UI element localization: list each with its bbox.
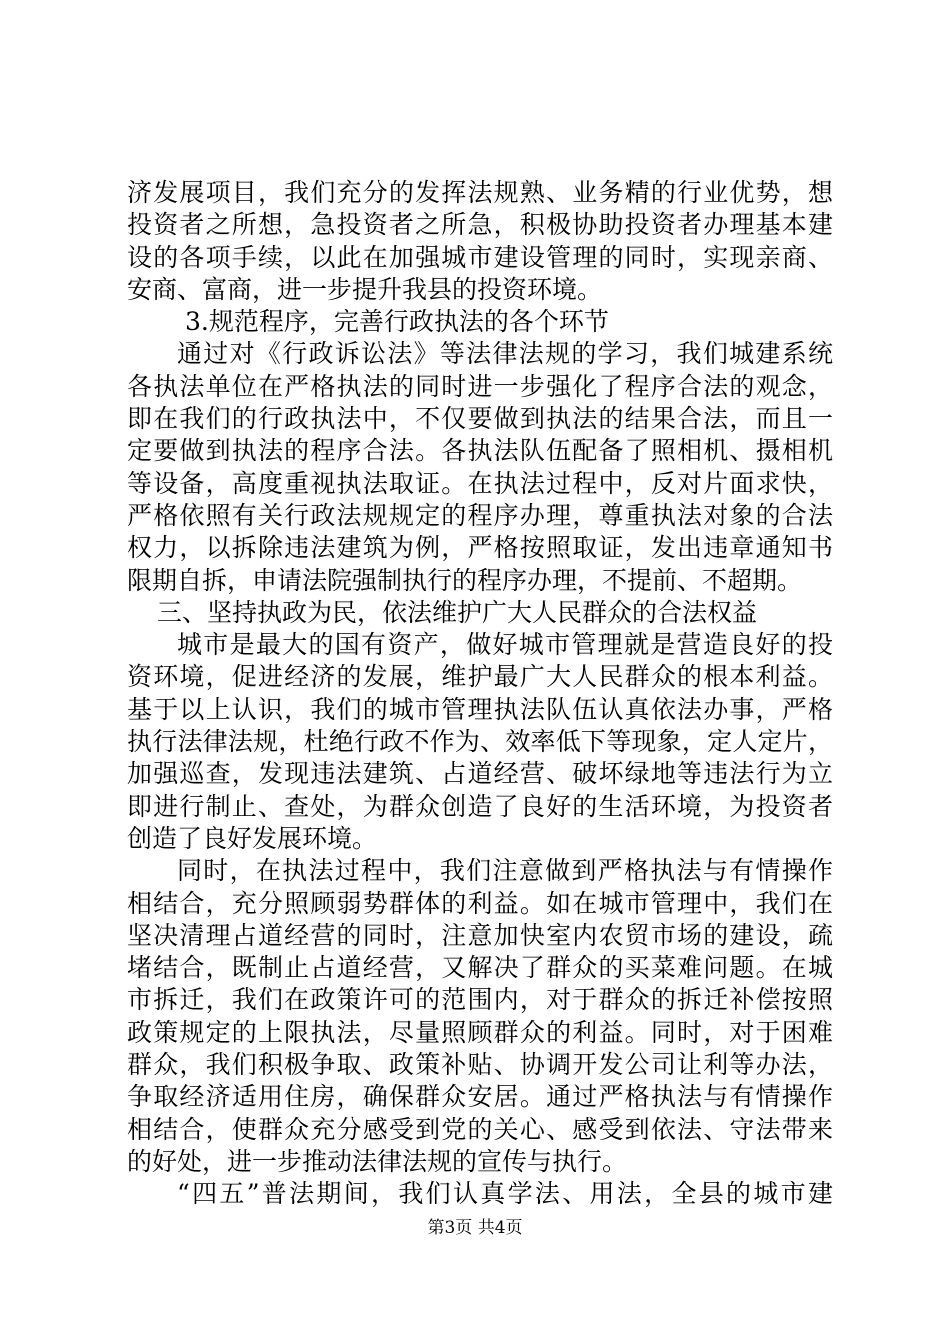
text-line: 设的各项手续，以此在加强城市建设管理的同时，实现亲商、 (127, 242, 833, 272)
text-line: “四五”普法期间，我们认真学法、用法，全县的城市建 (177, 1179, 833, 1209)
text-line: 城市是最大的国有资产，做好城市管理就是营造良好的投 (177, 630, 833, 660)
text-line: 三、坚持执政为民，依法维护广大人民群众的合法权益 (157, 597, 758, 627)
text-line: 加强巡查，发现违法建筑、占道经营、破坏绿地等违法行为立 (127, 759, 833, 789)
text-line: 相结合，充分照顾弱势群体的利益。如在城市管理中，我们在 (127, 888, 833, 918)
text-line: 安商、富商，进一步提升我县的投资环境。 (127, 274, 603, 304)
text-line: 堵结合，既制止占道经营，又解决了群众的买菜难问题。在城 (127, 953, 833, 983)
text-line: 定要做到执法的程序合法。各执法队伍配备了照相机、摄相机 (127, 436, 833, 466)
text-line: 济发展项目，我们充分的发挥法规熟、业务精的行业优势，想 (127, 178, 833, 207)
text-line: 政策规定的上限执法，尽量照顾群众的利益。同时，对于困难 (127, 1017, 833, 1047)
text-line: 各执法单位在严格执法的同时进一步强化了程序合法的观念， (127, 371, 833, 401)
text-line: 的好处，进一步推动法律法规的宣传与执行。 (127, 1146, 628, 1176)
text-line: 基于以上认识，我们的城市管理执法队伍认真依法办事，严格 (127, 694, 833, 724)
text-line: 执行法律法规，杜绝行政不作为、效率低下等现象，定人定片， (127, 727, 833, 757)
text-line: 争取经济适用住房，确保群众安居。通过严格执法与有情操作 (127, 1082, 833, 1112)
text-line: 即在我们的行政执法中，不仅要做到执法的结果合法，而且一 (127, 404, 833, 434)
text-line: 3.规范程序，完善行政执法的各个环节 (185, 307, 609, 337)
text-line: 相结合，使群众充分感受到党的关心、感受到依法、守法带来 (127, 1114, 833, 1144)
text-line: 通过对《行政诉讼法》等法律法规的学习，我们城建系统 (177, 339, 833, 369)
text-line: 等设备，高度重视执法取证。在执法过程中，反对片面求快， (127, 468, 833, 498)
page-footer: 第3页 共4页 (427, 1218, 523, 1238)
text-line: 创造了良好发展环境。 (127, 823, 378, 853)
text-line: 权力，以拆除违法建筑为例，严格按照取证，发出违章通知书 (127, 533, 833, 563)
text-line: 资环境，促进经济的发展，维护最广大人民群众的根本利益。 (127, 662, 833, 692)
text-line: 同时，在执法过程中，我们注意做到严格执法与有情操作 (177, 856, 833, 886)
text-line: 投资者之所想，急投资者之所急，积极协助投资者办理基本建 (127, 210, 833, 240)
text-line: 即进行制止、查处，为群众创造了良好的生活环境，为投资者 (127, 791, 833, 821)
text-line: 市拆迁，我们在政策许可的范围内，对于群众的拆迁补偿按照 (127, 985, 833, 1015)
body-text (127, 177, 833, 1211)
text-line: 群众，我们积极争取、政策补贴、协调开发公司让利等办法， (127, 1050, 833, 1080)
text-line: 坚决清理占道经营的同时，注意加快室内农贸市场的建设，疏 (127, 920, 833, 950)
text-line: 限期自拆，申请法院强制执行的程序办理，不提前、不超期。 (127, 565, 803, 595)
text-line: 严格依照有关行政法规规定的程序办理，尊重执法对象的合法 (127, 500, 833, 530)
